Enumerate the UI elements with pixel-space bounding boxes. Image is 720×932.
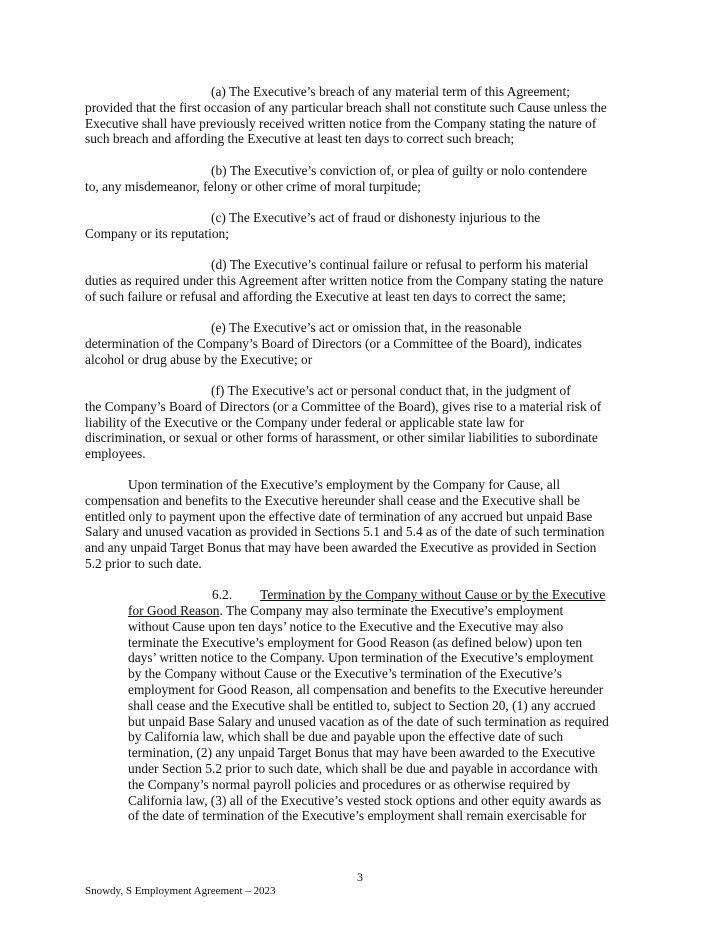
clause-a-line: (a) The Executive’s breach of any material term of this Agreement; [211, 84, 570, 99]
clause-f [85, 383, 637, 462]
section-6-2-line: but unpaid Base Salary and unused vacation as of the date of such termination as required [128, 713, 609, 729]
clause-b-line: (b) The Executive’s conviction of, or plea of guilty or nolo contendere [211, 163, 588, 178]
section-6-2-line: terminate the Executive’s employment for Good Reason (as defined below) upon ten [128, 634, 583, 650]
section-6-2-line [128, 603, 638, 619]
paragraph-line: Salary and unused vacation as provided in Sections 5.1 and 5.4 as of the date of such termination [85, 524, 605, 540]
clause-e-line: alcohol or drug abuse by the Executive; or [85, 351, 313, 367]
section-number: 6.2. [212, 587, 233, 602]
clause-f-line: discrimination, or sexual or other forms of harassment, or other similar liabilities to subordinate [85, 430, 598, 446]
section-6-2-heading-line [212, 587, 642, 603]
clause-d-line: duties as required under this Agreement after written notice from the Company stating the nature [85, 272, 604, 288]
section-6-2-line: under Section 5.2 prior to such date, which shall be due and payable in accordance with [128, 760, 598, 776]
section-heading-underlined: Termination by the Company without Cause or by the Executive [260, 587, 606, 602]
paragraph-line: Upon termination of the Executive’s employment by the Company for Cause, all [128, 477, 561, 492]
clause-b [85, 163, 637, 195]
section-6-2-line: by the Company without Cause or the Executive’s termination of the Executive’s [128, 666, 562, 682]
clause-b-line: to, any misdemeanor, felony or other crime of moral turpitude; [85, 178, 421, 194]
section-6-2-line: by California law, which shall be due and payable upon the effective date of such [128, 729, 564, 745]
clause-d [85, 257, 637, 304]
clause-a-line: such breach and affording the Executive at least ten days to correct such breach; [85, 131, 515, 147]
clause-a-line: provided that the first occasion of any particular breach shall not constitute such Cause unless the [85, 99, 607, 115]
section-6-2-line: California law, (3) all of the Executive’s vested stock options and other equity awards as [128, 792, 602, 808]
clause-f-line: liability of the Executive or the Company under federal or applicable state law for [85, 414, 525, 430]
section-heading-underlined: for Good Reason [128, 603, 220, 618]
section-6-2-line: employment for Good Reason, all compensation and benefits to the Executive hereunder [128, 681, 604, 697]
clause-f-line: employees. [85, 446, 146, 462]
section-6-2-line: without Cause upon ten days’ notice to the Executive and the Executive may also [128, 618, 564, 634]
paragraph-line: entitled only to payment upon the effective date of termination of any accrued but unpaid Base [85, 508, 593, 524]
clause-d-line: of such failure or refusal and affording the Executive at least ten days to correct the same; [85, 288, 566, 304]
termination-for-cause-paragraph [85, 477, 637, 572]
document-footer: Snowdy, S Employment Agreement – 2023 [85, 885, 276, 897]
clause-c [85, 210, 637, 242]
section-6-2-line: of the date of termination of the Executive’s employment shall remain exercisable for [128, 808, 587, 824]
clause-c-line: (c) The Executive’s act of fraud or dishonesty injurious to the [211, 210, 541, 225]
section-6-2-line: termination, (2) any unpaid Target Bonus that may have been awarded to the Executive [128, 745, 596, 761]
paragraph-line: 5.2 prior to such date. [85, 555, 202, 571]
clause-f-line: the Company’s Board of Directors (or a Committee of the Board), gives rise to a material risk of [85, 398, 602, 414]
clause-e-line: (e) The Executive’s act or omission that, in the reasonable [211, 320, 522, 335]
section-6-2-line: shall cease and the Executive shall be entitled to, subject to Section 20, (1) any accrued [128, 697, 596, 713]
section-6-2-line: the Company’s normal payroll policies and procedures or as otherwise required by [128, 776, 571, 792]
clause-f-line: (f) The Executive’s act or personal conduct that, in the judgment of [211, 383, 571, 398]
paragraph-line: and any unpaid Target Bonus that may have been awarded the Executive as provided in Section [85, 540, 597, 556]
page-number: 3 [357, 870, 363, 884]
clause-a [85, 84, 637, 147]
paragraph-line: compensation and benefits to the Executive hereunder shall cease and the Executive shall be [85, 492, 580, 508]
section-6-2-heading [212, 587, 642, 603]
clause-e-line: determination of the Company’s Board of Directors (or a Committee of the Board), indicates [85, 335, 582, 351]
section-6-2-line: days’ written notice to the Company. Upon termination of the Executive’s employment [128, 650, 594, 666]
clause-a-line: Executive shall have previously received written notice from the Company stating the nature of [85, 115, 597, 131]
clause-d-line: (d) The Executive’s continual failure or refusal to perform his material [211, 257, 589, 272]
clause-c-line: Company or its reputation; [85, 225, 229, 241]
clause-e [85, 320, 637, 367]
section-6-2-body [128, 603, 638, 824]
section-6-2-text: . The Company may also terminate the Executive’s employment [219, 603, 564, 618]
